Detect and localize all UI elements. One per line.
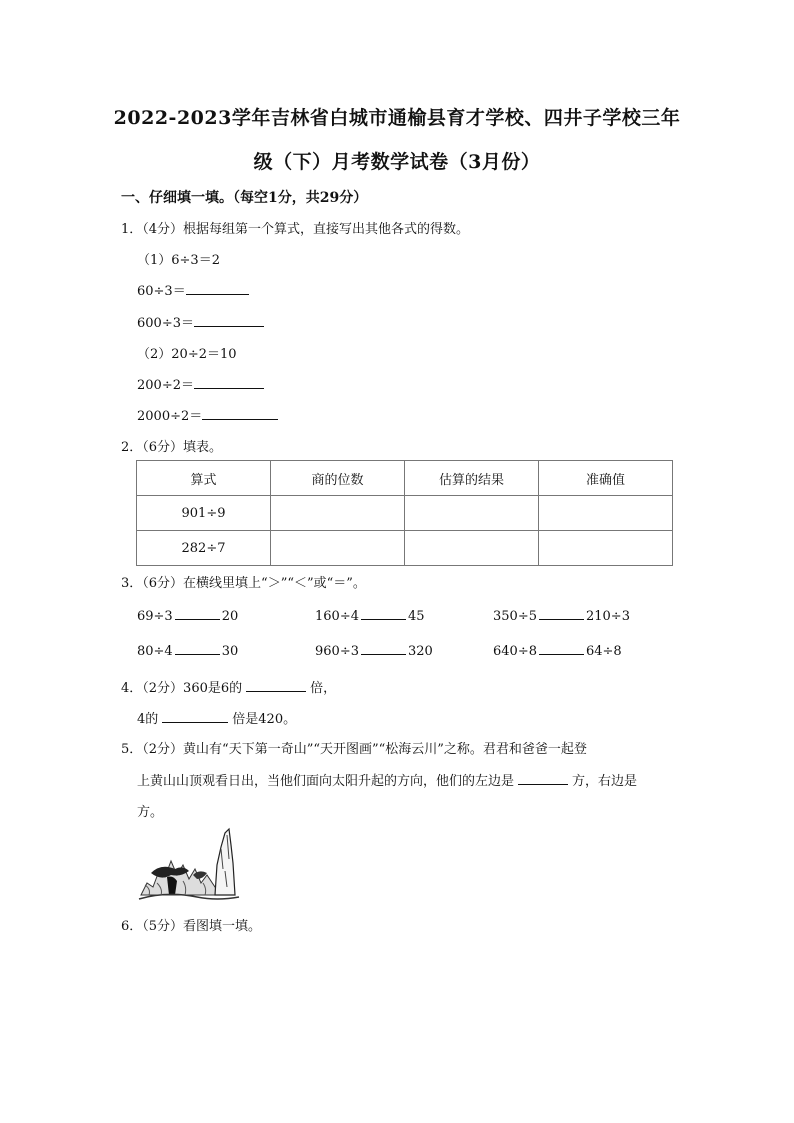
table-cell-expression: 901÷9	[137, 496, 271, 531]
table-cell-answer[interactable]	[271, 531, 405, 566]
q3-compare-item	[493, 607, 630, 624]
answer-blank[interactable]	[361, 607, 406, 620]
q4-line1	[121, 677, 336, 696]
q4-text: 4的	[137, 712, 159, 727]
q5-line2	[137, 770, 637, 789]
table-cell-answer[interactable]	[405, 531, 539, 566]
table-cell-answer[interactable]	[539, 496, 673, 531]
compare-right: 320	[407, 644, 433, 659]
q3-compare-item	[137, 607, 238, 624]
q6-stem: 6．（5分）看图填一填。	[121, 919, 262, 934]
answer-blank[interactable]	[539, 642, 584, 655]
answer-blank[interactable]	[361, 642, 406, 655]
table-cell-answer[interactable]	[539, 531, 673, 566]
q1-item-expr: 200÷2＝	[137, 378, 194, 393]
table-cell-answer[interactable]	[271, 496, 405, 531]
answer-blank[interactable]	[194, 314, 264, 327]
q2-table	[136, 460, 673, 566]
q1-item	[137, 405, 278, 424]
paper-title-line2: 级（下）月考数学试卷（3月份）	[253, 151, 541, 173]
compare-left: 640÷8	[493, 644, 537, 659]
compare-left: 80÷4	[137, 644, 173, 659]
q1-item-expr: 600÷3＝	[137, 316, 194, 331]
q1-item-expr: 2000÷2＝	[137, 409, 203, 424]
q1-stem: 1．（4分）根据每组第一个算式，直接写出其他各式的得数。	[121, 222, 470, 237]
answer-blank[interactable]	[202, 407, 278, 420]
compare-left: 350÷5	[493, 609, 537, 624]
answer-blank[interactable]	[175, 642, 220, 655]
answer-blank[interactable]	[194, 376, 264, 389]
compare-left: 69÷3	[137, 609, 173, 624]
compare-left: 160÷4	[315, 609, 359, 624]
answer-blank[interactable]	[186, 282, 249, 295]
huangshan-mountain-illustration	[137, 825, 240, 903]
q1-item	[137, 280, 249, 299]
answer-blank[interactable]	[175, 607, 220, 620]
q5-line1: 5．（2分）黄山有“天下第一奇山”“天开图画”“松海云川”之称。君君和爸爸一起登	[121, 742, 587, 757]
q3-compare-item	[493, 642, 622, 659]
compare-left: 960÷3	[315, 644, 359, 659]
table-header-cell: 商的位数	[271, 461, 405, 496]
answer-blank[interactable]	[518, 772, 568, 785]
table-cell-answer[interactable]	[405, 496, 539, 531]
q2-stem: 2．（6分）填表。	[121, 440, 223, 455]
q1-item	[137, 374, 264, 393]
q3-stem: 3．（6分）在横线里填上“＞”“＜”或“＝”。	[121, 576, 366, 591]
q5-text: 上黄山山顶观看日出，当他们面向太阳升起的方向，他们的左边是	[137, 774, 515, 789]
compare-right: 210÷3	[585, 609, 630, 624]
compare-right: 30	[221, 644, 239, 659]
q3-compare-item	[137, 642, 238, 659]
q3-compare-item	[315, 642, 433, 659]
compare-right: 20	[221, 609, 239, 624]
q1-group2-head: （2）20÷2＝10	[137, 347, 237, 362]
q4-line2	[137, 708, 296, 727]
compare-right: 45	[407, 609, 425, 624]
answer-blank[interactable]	[162, 710, 228, 723]
table-header-cell: 估算的结果	[405, 461, 539, 496]
table-row	[137, 496, 673, 531]
q4-text: 倍是420。	[232, 712, 297, 727]
table-cell-expression: 282÷7	[137, 531, 271, 566]
q1-group1-head: （1）6÷3＝2	[137, 253, 220, 268]
table-row	[137, 531, 673, 566]
paper-title-line1: 2022-2023学年吉林省白城市通榆县育才学校、四井子学校三年	[113, 107, 681, 129]
q5-text: 方，右边是	[572, 774, 638, 789]
q4-text: 4．（2分）360是6的	[121, 681, 243, 696]
q5-line3: 方。	[137, 805, 164, 820]
q1-item-expr: 60÷3＝	[137, 284, 186, 299]
q4-text: 倍，	[310, 681, 337, 696]
table-header-row	[137, 461, 673, 496]
table-header-cell: 准确值	[539, 461, 673, 496]
table-header-cell: 算式	[137, 461, 271, 496]
q3-compare-item	[315, 607, 425, 624]
answer-blank[interactable]	[246, 679, 306, 692]
answer-blank[interactable]	[539, 607, 584, 620]
section-heading: 一、仔细填一填。（每空1分，共29分）	[121, 190, 368, 206]
q1-item	[137, 312, 264, 331]
compare-right: 64÷8	[585, 644, 622, 659]
